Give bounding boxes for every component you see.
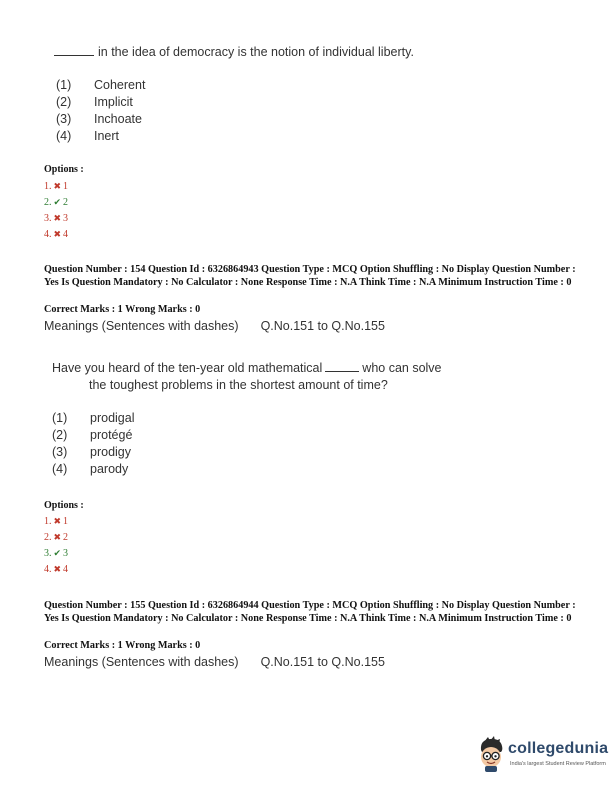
question-153-options [44,178,68,242]
check-icon: ✔ [53,548,62,558]
question-154-options [44,513,68,577]
cross-icon: ✖ [53,213,62,223]
choice-item: (2) protégé [52,428,133,442]
option-item: 2. ✖ 2 [44,532,69,543]
choice-item: (3) prodigy [52,445,131,459]
cross-icon: ✖ [53,181,62,191]
question-155-meta: Question Number : 155 Question Id : 6326864944 Question Type : MCQ Option Shuffling : No Display Question Number : Yes Is Question Mandatory : No Calculator : None Response Time : N.A Think Time : N.A Minimum Instruction Time : 0 [44,600,576,624]
choice-item: (1) Coherent [56,78,146,92]
question-154-stem-line2: the toughest problems in the shortest amount of time? [89,378,388,392]
question-154-choices [52,411,134,479]
question-154-meta: Question Number : 154 Question Id : 6326864943 Question Type : MCQ Option Shuffling : No Display Question Number : Yes Is Question Mandatory : No Calculator : None Response Time : N.A Think Time : N.A Minimum Instruction Time : 0 [44,264,576,288]
choice-item: (4) Inert [56,129,120,143]
options-label: Options : [44,164,84,175]
choice-item: (1) prodigal [52,411,135,425]
question-153-stem: in the idea of democracy is the notion of individual liberty. [54,44,414,61]
cross-icon: ✖ [53,516,62,526]
cross-icon: ✖ [53,564,62,574]
question-154-stem: Have you heard of the ten-year old mathematical who can solve [52,361,442,375]
option-item: 4. ✖ 4 [44,229,69,240]
cross-icon: ✖ [53,229,62,239]
question-154-section: Meanings (Sentences with dashes) Q.No.151 to Q.No.155 [44,319,385,333]
choice-item: (4) parody [52,462,129,476]
option-item: 4. ✖ 4 [44,564,69,575]
question-155-marks: Correct Marks : 1 Wrong Marks : 0 [44,640,201,651]
check-icon: ✔ [53,197,62,207]
option-item: 1. ✖ 1 [44,181,69,192]
cross-icon: ✖ [53,532,62,542]
option-item: 3. ✖ 3 [44,213,69,224]
logo-wordmark: collegedunia [508,740,609,757]
option-item: 2. ✔ 2 [44,197,69,208]
question-155-section: Meanings (Sentences with dashes) Q.No.151 to Q.No.155 [44,655,385,669]
logo-tagline: India's largest Student Review Platform [510,761,606,767]
option-item: 3. ✔ 3 [44,548,69,559]
choice-item: (3) Inchoate [56,112,142,126]
question-154-marks: Correct Marks : 1 Wrong Marks : 0 [44,304,201,315]
choice-item: (2) Implicit [56,95,133,109]
answer-blank [325,361,359,372]
answer-blank [54,45,94,56]
question-153-choices [56,78,145,146]
options-label: Options : [44,500,84,511]
option-item: 1. ✖ 1 [44,516,69,527]
mascot-icon [476,736,506,774]
